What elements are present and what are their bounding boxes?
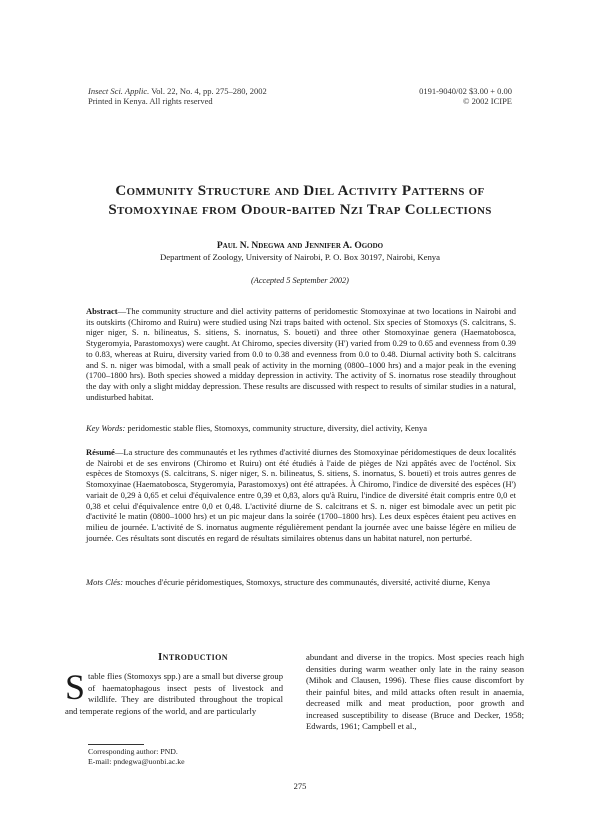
intro-right-column — [306, 652, 524, 733]
affiliation: Department of Zoology, University of Nairobi, P. O. Box 30197, Nairobi, Kenya — [159, 252, 441, 262]
footnote-corresponding: Corresponding author: PND. — [88, 747, 178, 756]
printed-notice: Printed in Kenya. All rights reserved — [88, 96, 213, 106]
volume-info: Vol. 22, No. 4, pp. 275–280, 2002 — [149, 86, 267, 96]
copyright: © 2002 ICIPE — [463, 96, 512, 106]
keywords-label: Key Words: — [86, 423, 126, 433]
abstract — [86, 306, 516, 402]
mots-cles — [86, 577, 516, 588]
resume — [86, 447, 516, 543]
introduction-heading: Introduction — [158, 651, 228, 663]
page-number: 275 — [293, 781, 307, 791]
footnote-email: E-mail: pndegwa@uonbi.ac.ke — [88, 757, 185, 766]
keywords-text: peridomestic stable flies, Stomoxys, community structure, diversity, diel activity, Kenya — [125, 423, 428, 433]
article-title — [60, 182, 540, 220]
title-line-1: Community Structure and Diel Activity Patterns of — [115, 183, 485, 199]
journal-citation — [88, 86, 267, 96]
authors: Paul N. Ndegwa and Jennifer A. Ogodo — [216, 241, 384, 251]
resume-label: Résumé — [86, 447, 115, 457]
resume-text: —La structure des communautés et les rythmes d'activité diurnes des Stomoxyinae péridomestiques de deux localités de Nairobi et de ses environs (Chiromo et Ruiru) ont été étudiés à l'aide de pièges de Nzi appâtés avec de l'octénol. Six espèces de Stomoxys (S. calcitrans, S. niger niger, S. n. bilineatus, S. sitiens, S. inornatus, S. boueti) et trois autres genres de Stomoxyinae (Haematobosca, Stygeromyia, Parastomoxys) ont été attrapées. À Chiromo, l'indice de diversité des espèces (H') variait de 0,29 à 0,65 et celui d'équivalence entre 0,39 et 0,83, alors qu'à Ruiru, l'indice de diversité était compris entre 0,0 et 0,38 et celui d'équivalence entre 0,0 et 0,48. L'activité diurne de S. calcitrans et S. n. niger est bimodale avec un petit pic d'activité le matin (0800–1000 hrs) et un pic majeur dans la soirée (1700–1800 hrs). Les deux espèces étaient peu actives en milieu de journée. L'activité de S. inornatus augmente régulièrement pendant la journée avec une baisse légère en milieu de journée. Ces résultats sont discutés en regard de résultats similaires obtenus dans un habitat naturel, non perturbé. — [86, 447, 516, 543]
intro-left-column — [65, 667, 283, 717]
dropcap-letter: S — [65, 667, 86, 707]
journal-name: Insect Sci. Applic. — [88, 86, 150, 96]
issn-price: 0191-9040/02 $3.00 + 0.00 — [419, 86, 512, 96]
title-line-2: Stomoxyinae from Odour-baited Nzi Trap Collections — [108, 202, 492, 218]
intro-left-text: table flies (Stomoxys spp.) are a small but diverse group of haematophagous insect pests of livestock and wildlife. They are distributed throughout the tropical and temperate regions of the world, and are particularly — [65, 671, 283, 716]
accepted-date: (Accepted 5 September 2002) — [251, 276, 349, 285]
intro-right-text: abundant and diverse in the tropics. Most species reach high densities during warm weather only late in the rainy season (Mihok and Clausen, 1996). These flies cause discomfort by their painful bites, and mild attacks often result in anaemia, decreased milk and meat production, poor growth and increased susceptibility to disease (Bruce and Decker, 1958; Edwards, 1961; Campbell et al., — [306, 652, 524, 731]
footnote-rule — [88, 744, 144, 745]
mots-cles-label: Mots Clés: — [86, 577, 124, 587]
mots-cles-text: mouches d'écurie péridomestiques, Stomoxys, structure des communautés, diversité, activité diurne, Kenya — [123, 577, 491, 587]
abstract-label: Abstract — [86, 306, 118, 316]
abstract-text: —The community structure and diel activity patterns of peridomestic Stomoxyinae at two locations in Nairobi and its outskirts (Chiromo and Ruiru) were studied using Nzi traps baited with octenol. Six species of Stomoxys (S. calcitrans, S. niger niger, S. n. bilineatus, S. sitiens, S. inornatus, S. boueti) and three other Stomoxyinae genera (Haematobosca, Stygeromyia, Parastomoxys) were caught. At Chiromo, species diversity (H') varied from 0.29 to 0.65 and evenness from 0.39 to 0.83, whereas at Ruiru, diversity varied from 0.0 to 0.38 and evenness from 0.0 to 0.48. Diurnal activity both S. calcitrans and S. n. niger was bimodal, with a small peak of activity in the morning (0800–1000 hrs) and a major peak in the evening (1700–1800 hrs). Both species showed a midday depression in activity. The activity of S. inornatus rose steadily throughout the day with only a slight midday depression. These results are discussed with respect to results of similar studies in a natural, undisturbed habitat. — [86, 306, 516, 402]
keywords — [86, 423, 516, 434]
